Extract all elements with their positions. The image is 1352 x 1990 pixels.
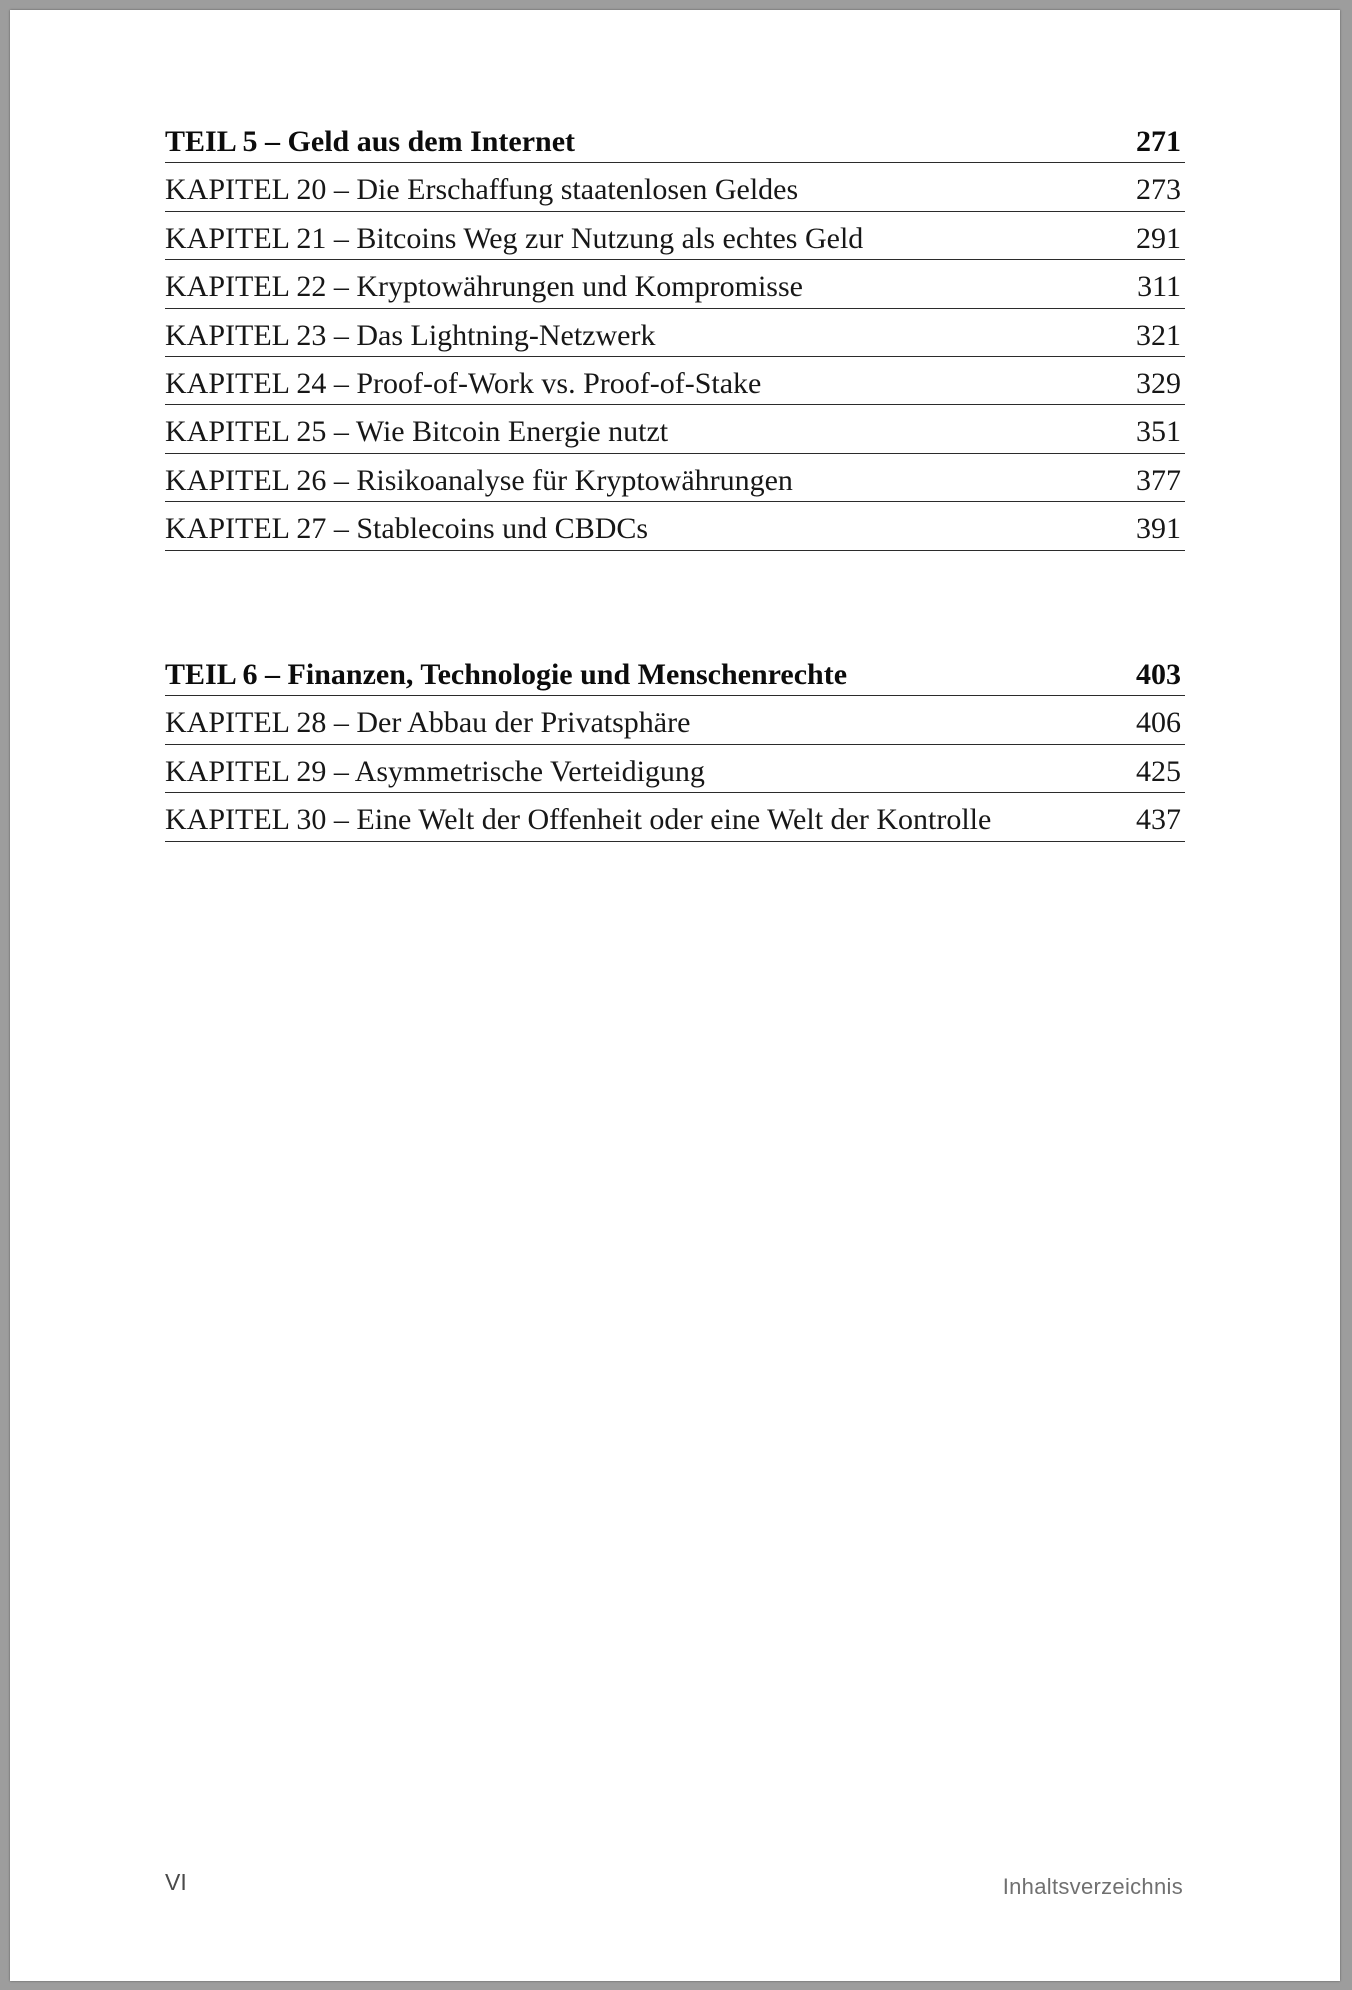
toc-entry-page: 406 — [1136, 706, 1181, 740]
toc-entry-page: 329 — [1136, 366, 1181, 400]
running-footer-title: Inhaltsverzeichnis — [1002, 1874, 1183, 1899]
toc-entry-page: 425 — [1136, 754, 1181, 788]
toc-chapter-row — [165, 260, 1185, 308]
toc-entry-title: KAPITEL 30 – Eine Welt der Offenheit oder eine Welt der Kontrolle — [165, 803, 992, 837]
toc-entry-page: 321 — [1136, 318, 1181, 352]
toc-entry-title: KAPITEL 27 – Stablecoins und CBDCs — [165, 512, 649, 546]
book-page — [10, 10, 1340, 1981]
page-folio: VI — [165, 1869, 187, 1895]
toc-entry-page: 311 — [1137, 270, 1181, 304]
toc-chapter-row — [165, 163, 1185, 211]
toc-entry-title: KAPITEL 22 – Kryptowährungen und Kompromisse — [165, 270, 803, 304]
toc-entry-title: TEIL 6 – Finanzen, Technologie und Menschenrechte — [165, 658, 848, 691]
toc-entry-title: KAPITEL 26 – Risikoanalyse für Kryptowährungen — [165, 463, 793, 497]
toc-entry-page: 351 — [1136, 415, 1181, 449]
toc-section-part-5 — [165, 115, 1185, 551]
toc-entry-page: 377 — [1136, 463, 1181, 497]
toc-entry-page: 271 — [1136, 125, 1181, 158]
toc-entry-title: KAPITEL 21 – Bitcoins Weg zur Nutzung als echtes Geld — [165, 221, 864, 255]
toc-chapter-row — [165, 309, 1185, 357]
toc-part-row — [165, 115, 1185, 163]
toc-entry-title: TEIL 5 – Geld aus dem Internet — [165, 125, 576, 158]
toc-entry-page: 273 — [1136, 173, 1181, 207]
toc-entry-page: 403 — [1136, 658, 1181, 691]
toc-entry-title: KAPITEL 28 – Der Abbau der Privatsphäre — [165, 706, 691, 740]
toc-entry-title: KAPITEL 23 – Das Lightning-Netzwerk — [165, 318, 656, 352]
toc-chapter-row — [165, 405, 1185, 453]
toc-entry-title: KAPITEL 24 – Proof-of-Work vs. Proof-of-Stake — [165, 366, 762, 400]
toc-chapter-row — [165, 212, 1185, 260]
toc-entry-title: KAPITEL 29 – Asymmetrische Verteidigung — [165, 754, 705, 788]
toc-chapter-row — [165, 793, 1185, 841]
toc-chapter-row — [165, 745, 1185, 793]
toc-part-row — [165, 648, 1185, 696]
toc-section-part-6 — [165, 648, 1185, 842]
toc-entry-page: 391 — [1136, 512, 1181, 546]
toc-chapter-row — [165, 454, 1185, 502]
toc-entry-title: KAPITEL 20 – Die Erschaffung staatenlosen Geldes — [165, 173, 799, 207]
toc-chapter-row — [165, 502, 1185, 550]
toc-entry-page: 291 — [1136, 221, 1181, 255]
toc-chapter-row — [165, 696, 1185, 744]
toc-entry-page: 437 — [1136, 803, 1181, 837]
toc-chapter-row — [165, 357, 1185, 405]
toc-entry-title: KAPITEL 25 – Wie Bitcoin Energie nutzt — [165, 415, 669, 449]
